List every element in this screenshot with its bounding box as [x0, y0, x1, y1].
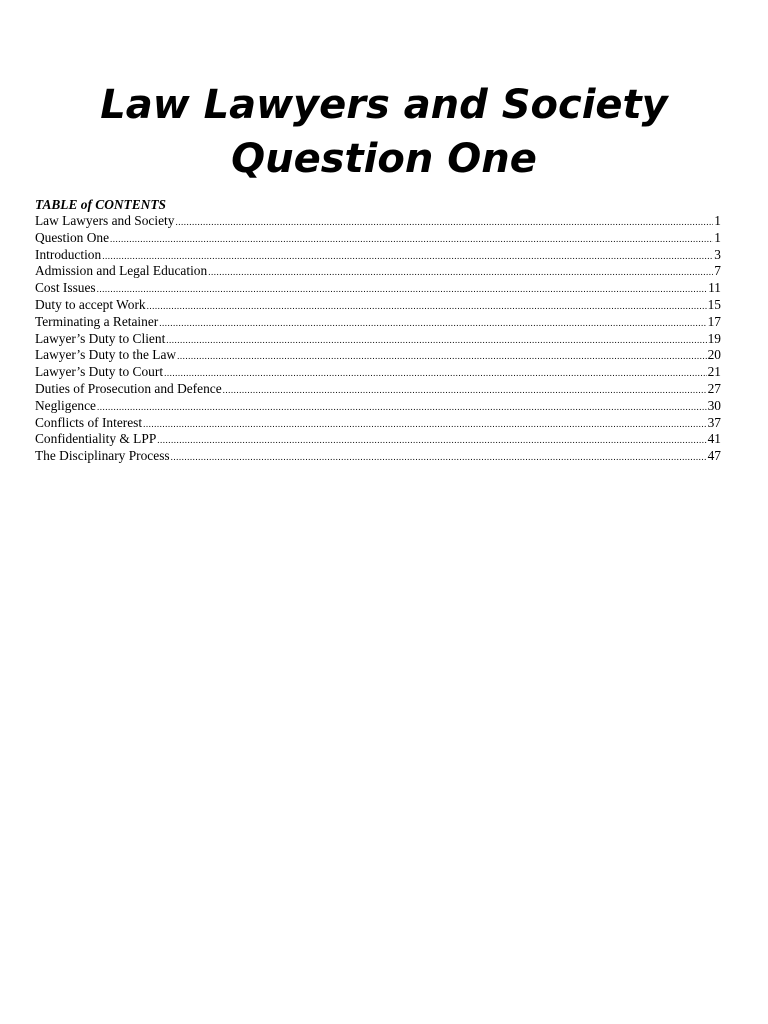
toc-entry-label: The Disciplinary Process	[35, 448, 170, 464]
toc-entry[interactable]	[35, 364, 721, 381]
toc-dot-leader	[164, 365, 707, 381]
toc-entry[interactable]	[35, 247, 721, 264]
toc-entry-page: 3	[714, 246, 721, 262]
toc-entry-page: 21	[707, 364, 721, 380]
toc-entry[interactable]	[35, 263, 721, 280]
toc-dot-leader	[147, 298, 707, 314]
toc-dot-leader	[110, 231, 713, 247]
toc-entry-page: 20	[707, 347, 721, 363]
toc-entry-label: Negligence	[35, 397, 96, 413]
toc-entry-page: 1	[714, 229, 721, 245]
toc-entry-label: Question One	[35, 229, 110, 245]
toc-dot-leader	[97, 281, 707, 297]
toc-entry-label: Introduction	[35, 246, 102, 262]
toc-entry[interactable]	[35, 331, 721, 348]
toc-entry[interactable]	[35, 415, 721, 432]
title-line-2: Question One	[231, 136, 537, 182]
toc-entry[interactable]	[35, 448, 721, 465]
toc-dot-leader	[166, 332, 706, 348]
toc-dot-leader	[177, 348, 707, 364]
toc-entry-label: Lawyer’s Duty to Court	[35, 364, 164, 380]
toc-dot-leader	[171, 449, 707, 465]
title-line-1: Law Lawyers and Society	[100, 82, 668, 128]
toc-entry-label: Duties of Prosecution and Defence	[35, 380, 222, 396]
toc-entry-page: 27	[707, 380, 721, 396]
toc-entry[interactable]	[35, 381, 721, 398]
toc-entry-label: Law Lawyers and Society	[35, 213, 175, 228]
toc-dot-leader	[208, 264, 713, 280]
table-of-contents	[35, 196, 721, 465]
toc-entry-page: 30	[707, 397, 721, 413]
toc-entry-page: 19	[707, 330, 721, 346]
toc-entry-label: Confidentiality & LPP	[35, 431, 157, 447]
toc-entry-page: 1	[714, 213, 721, 228]
toc-entry[interactable]	[35, 280, 721, 297]
toc-entry[interactable]	[35, 297, 721, 314]
toc-dot-leader	[102, 248, 713, 264]
document-title	[0, 78, 768, 186]
toc-entry[interactable]	[35, 347, 721, 364]
toc-entry-label: Lawyer’s Duty to the Law	[35, 347, 177, 363]
toc-heading: TABLE of CONTENTS	[35, 197, 166, 212]
toc-entry[interactable]	[35, 314, 721, 331]
toc-entry-page: 17	[707, 313, 721, 329]
toc-dot-leader	[175, 214, 713, 230]
toc-entry[interactable]	[35, 230, 721, 247]
toc-entry-page: 41	[707, 431, 721, 447]
toc-entry-page: 11	[708, 280, 721, 296]
toc-entry-page: 47	[707, 448, 721, 464]
toc-dot-leader	[157, 432, 706, 448]
toc-entry-label: Admission and Legal Education	[35, 263, 208, 279]
toc-dot-leader	[159, 315, 706, 331]
toc-entry[interactable]	[35, 398, 721, 415]
toc-entry[interactable]	[35, 431, 721, 448]
toc-entry-label: Duty to accept Work	[35, 296, 146, 312]
toc-entry[interactable]	[35, 213, 721, 230]
toc-dot-leader	[143, 416, 707, 432]
toc-dot-leader	[97, 399, 707, 415]
toc-entry-label: Cost Issues	[35, 280, 96, 296]
toc-dot-leader	[223, 382, 707, 398]
toc-entry-page: 7	[714, 263, 721, 279]
toc-entry-page: 37	[707, 414, 721, 430]
toc-entry-label: Conflicts of Interest	[35, 414, 143, 430]
toc-entry-label: Terminating a Retainer	[35, 313, 159, 329]
toc-entry-page: 15	[707, 296, 721, 312]
toc-entry-label: Lawyer’s Duty to Client	[35, 330, 166, 346]
